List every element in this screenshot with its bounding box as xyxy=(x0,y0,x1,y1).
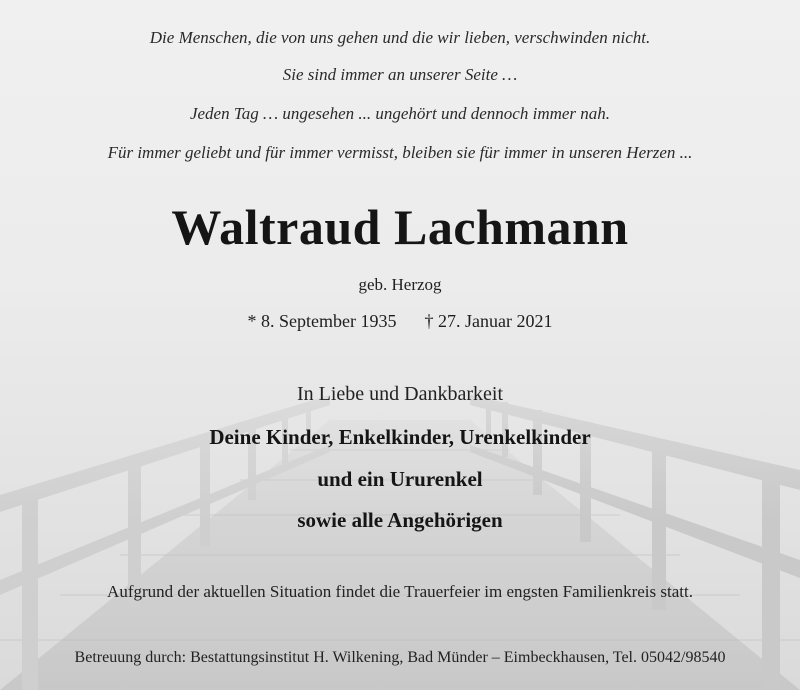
quote-line-3: Jeden Tag … ungesehen ... ungehört und dennoch immer nah. xyxy=(189,104,611,123)
mourners-line-1: Deine Kinder, Enkelkinder, Urenkelkinder xyxy=(209,425,591,449)
mourners-line-3: sowie alle Angehörigen xyxy=(297,508,503,532)
birth-date: * 8. September 1935 xyxy=(247,311,397,331)
mourners-line-2: und ein Ururenkel xyxy=(317,467,483,491)
quote-line-4: Für immer geliebt und für immer vermisst, bleiben sie für immer in unseren Herzen ... xyxy=(107,143,693,162)
maiden-name: geb. Herzog xyxy=(358,275,442,294)
death-date: † 27. Januar 2021 xyxy=(424,311,553,331)
funeral-info: Aufgrund der aktuellen Situation findet die Trauerfeier im engsten Familienkreis statt. xyxy=(107,582,693,601)
life-dates xyxy=(0,311,800,332)
quote-line-2: Sie sind immer an unserer Seite … xyxy=(282,65,518,84)
mourners-intro: In Liebe und Dankbarkeit xyxy=(296,383,504,405)
deceased-name: Waltraud Lachmann xyxy=(171,199,629,255)
funeral-home-footer: Betreuung durch: Bestattungsinstitut H. Wilkening, Bad Münder – Eimbeckhausen, Tel. 05042/98540 xyxy=(74,649,726,666)
quote-line-1: Die Menschen, die von uns gehen und die wir lieben, verschwinden nicht. xyxy=(149,28,651,47)
